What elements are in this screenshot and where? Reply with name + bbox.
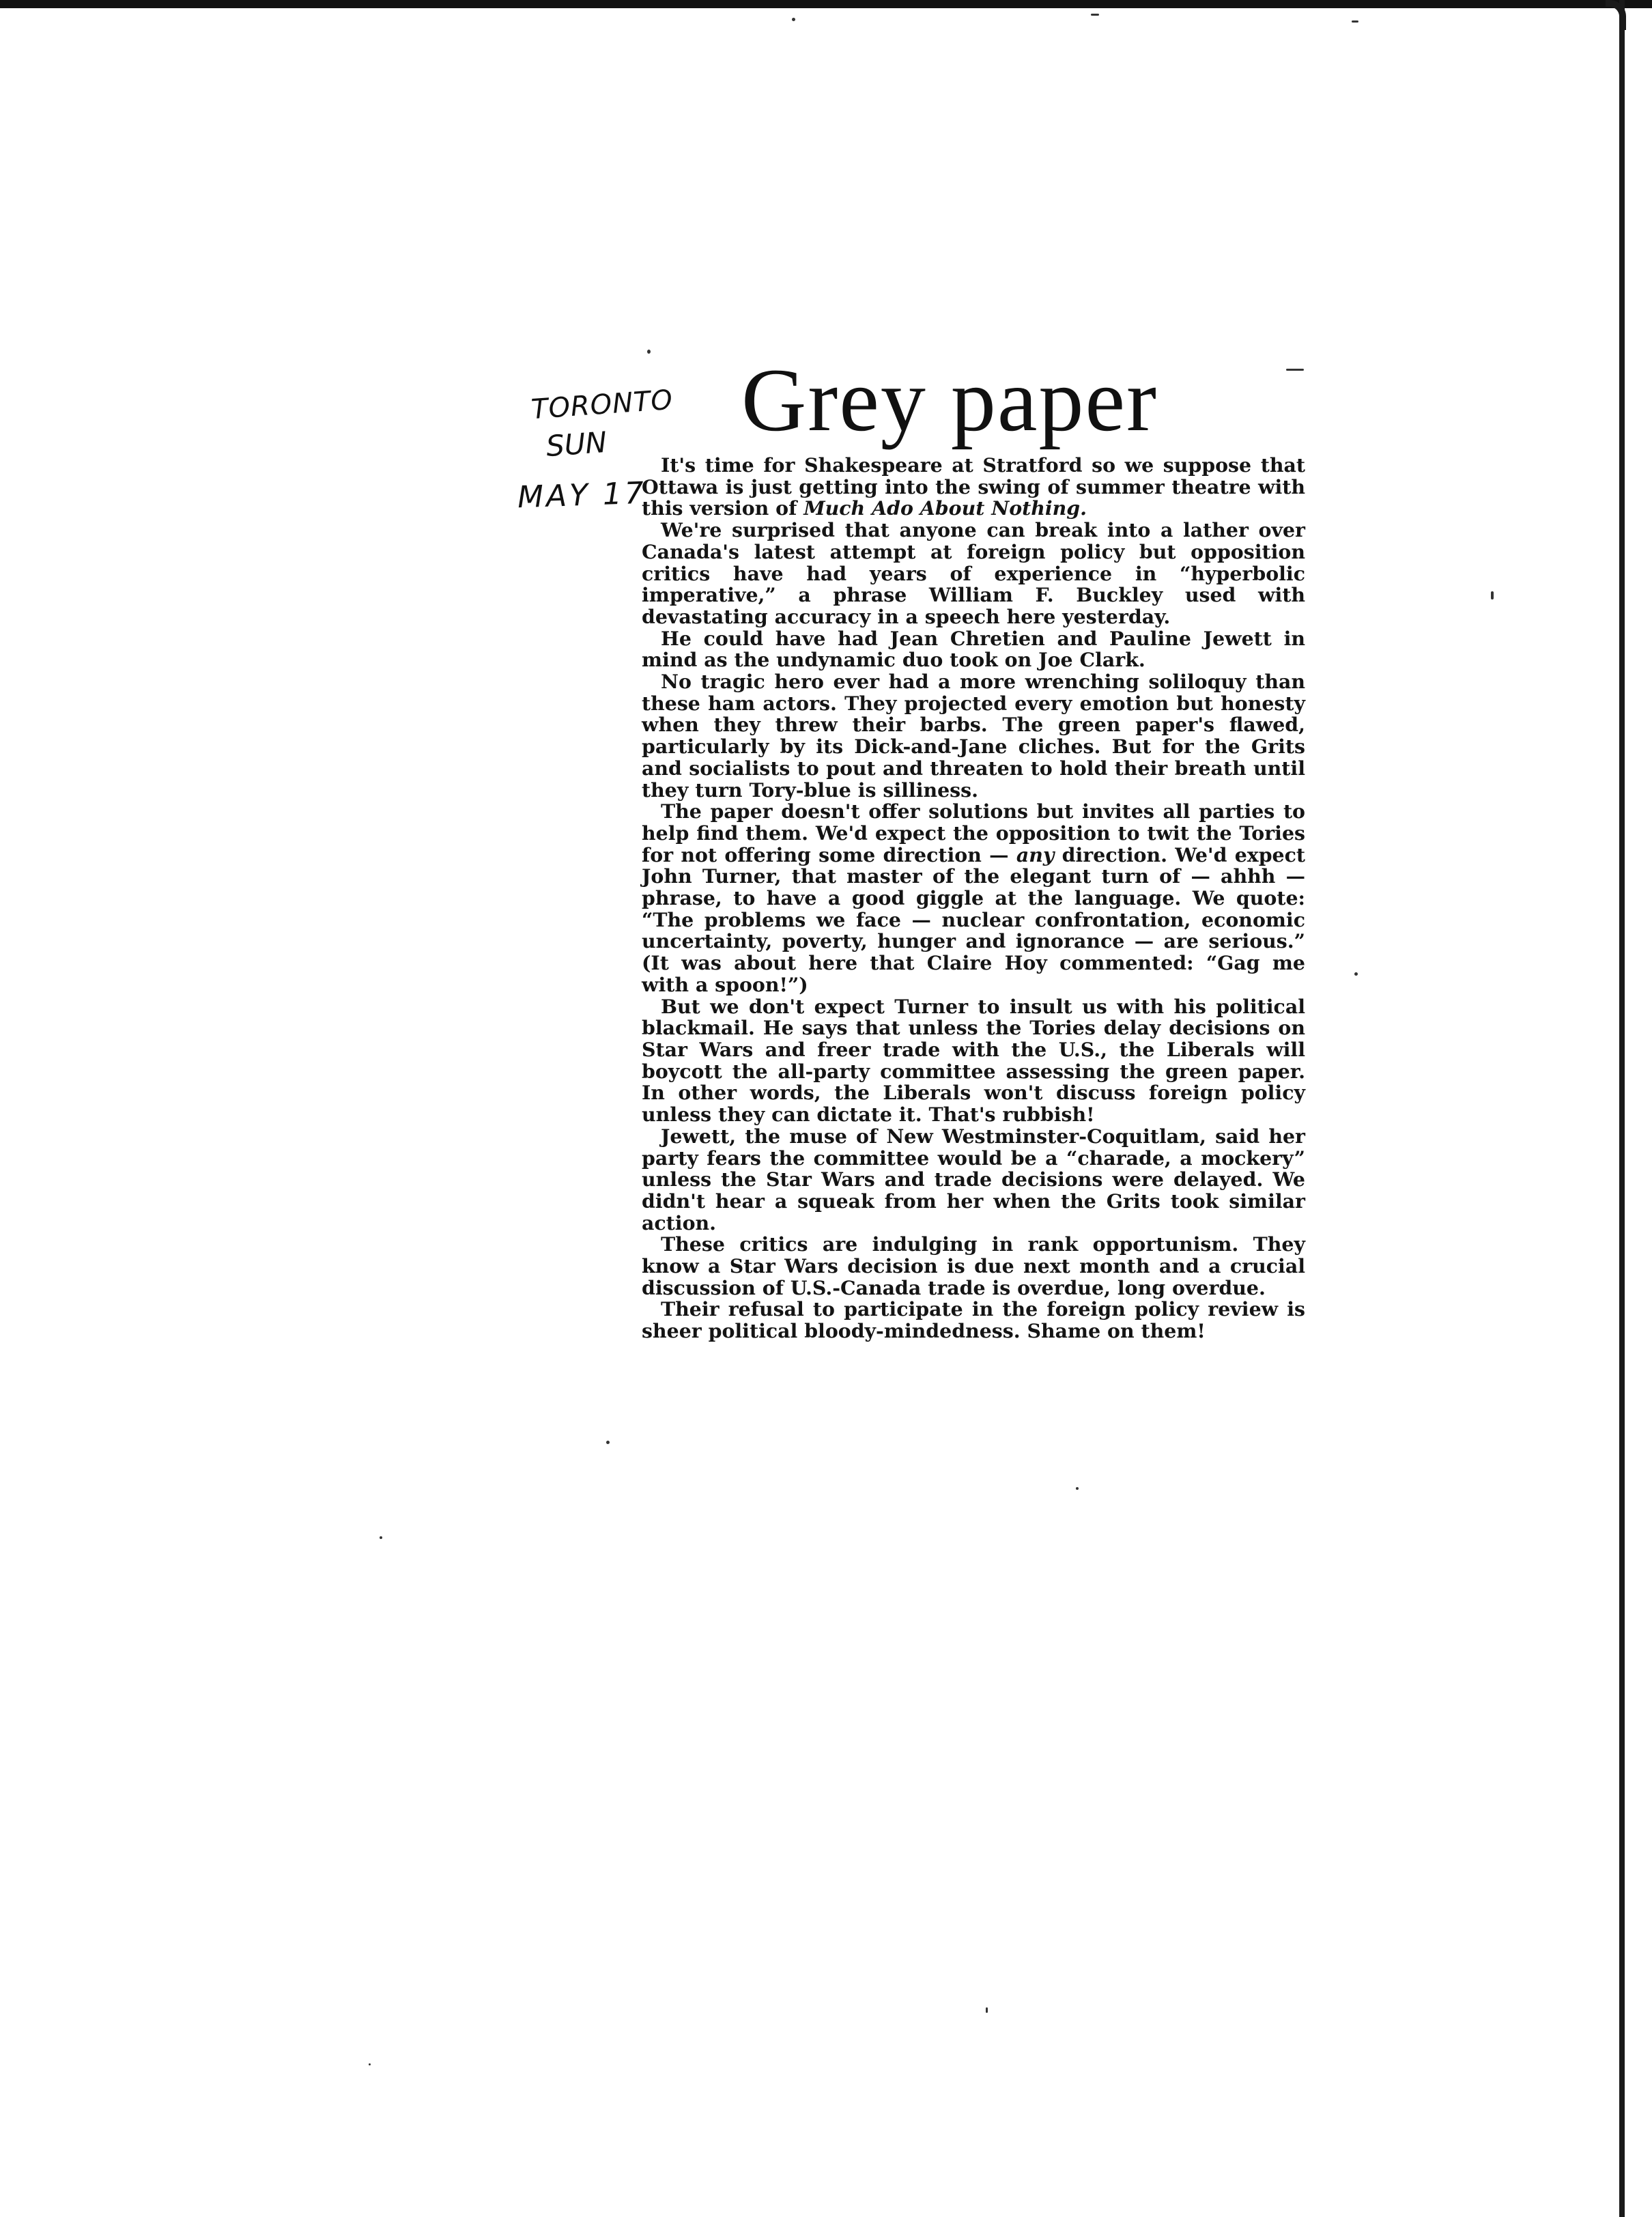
scan-speck (1491, 591, 1494, 599)
paragraph: He could have had Jean Chretien and Pauline Jewett in mind as the undynamic duo took on Joe Clark. (642, 626, 1305, 672)
scan-speck (647, 350, 651, 354)
scan-speck (1091, 14, 1099, 16)
scan-right-border (1619, 0, 1625, 2217)
scan-speck (986, 2007, 988, 2013)
scan-speck (1286, 369, 1304, 371)
scan-speck (380, 1536, 382, 1539)
scan-speck (792, 18, 795, 21)
scan-speck (1352, 20, 1358, 23)
paragraph: Their refusal to participate in the foreign policy review is sheer political bloody-mindedness. Shame on them! (642, 1297, 1305, 1343)
headline: Grey paper (741, 350, 1158, 450)
paragraph: These critics are indulging in rank opportunism. They know a Star Wars decision is due next month and a crucial discussion of U.S.-Canada trade is overdue, long overdue. (642, 1232, 1305, 1299)
handwritten-date: MAY 17 (517, 475, 647, 516)
scan-top-border (0, 0, 1652, 8)
handwritten-paper-name: TORONTO (530, 384, 674, 426)
editorial-body (642, 455, 1305, 1342)
paragraph: No tragic hero ever had a more wrenching soliloquy than these ham actors. They projected every emotion but honesty when they threw their barbs. The green paper's flawed, particularly by its Dick-and-Jane cliches. But for the Grits and socialists to pout and threaten to hold their breath until they turn Tory-blue is silliness. (642, 670, 1305, 802)
paragraph: The paper doesn't offer solutions but invites all parties to help find them. We'd expect the opposition to twit the Tories for not offering some direction — any direction. We'd expect John Turner, that master of the elegant turn of — ahhh — phrase, to have a good giggle at the language. We quote: “The problems we face — nuclear confrontation, economic uncertainty, poverty, hunger and ignorance — are serious.” (It was about here that Claire Hoy commented: “Gag me with a spoon!”) (642, 800, 1306, 996)
scan-speck (369, 2063, 371, 2065)
scan-speck (1354, 972, 1358, 976)
scan-speck (606, 1441, 610, 1444)
paragraph: But we don't expect Turner to insult us with his political blackmail. He says that unless the Tories delay decisions on Star Wars and freer trade with the U.S., the Liberals will boycott the all-party committee assessing the green paper. In other words, the Liberals won't discuss foreign policy unless they can dictate it. That's rubbish! (642, 994, 1305, 1127)
paragraph: It's time for Shakespeare at Stratford so we suppose that Ottawa is just getting into the swing of summer theatre with this version of Much Ado About Nothing. (642, 453, 1305, 520)
scan-speck (1076, 1487, 1079, 1490)
paragraph: Jewett, the muse of New Westminster-Coquitlam, said her party fears the committee would be a “charade, a mockery” unless the Star Wars and trade decisions were delayed. We didn't hear a squeak from her when the Grits took similar action. (642, 1124, 1305, 1234)
handwritten-paper-name-second-line: SUN (545, 425, 608, 464)
paragraph: We're surprised that anyone can break into a lather over Canada's latest attempt at foreign policy but opposition critics have had years of experience in “hyperbolic imperative,” a phrase William F. Buckley used with devastating accuracy in a speech here yesterday. (642, 518, 1305, 628)
